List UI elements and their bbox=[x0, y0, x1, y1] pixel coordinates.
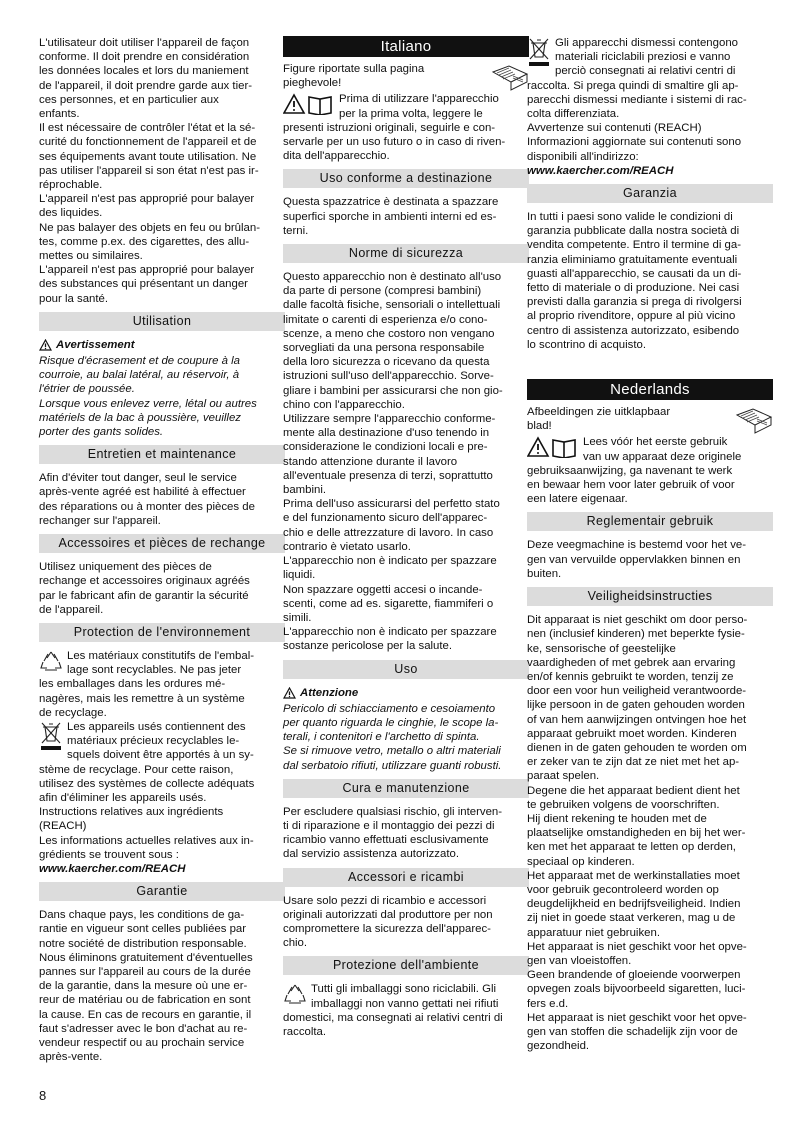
fr-garantie-text: Dans chaque pays, les conditions de ga- rantie en vigueur sont celles publiées par notre société de distribution responsable. Nous éliminons gratuitement d'éventuelles pannes sur l'appareil au cours de la durée de la garantie, dans la mesure où une er- reur de matériau ou de fabrication en sont la cause. En cas de recours en garantie, il faut s'adresser avec le bon d'achat au re- vendeur respectif ou au prochain service après-vente. bbox=[39, 909, 253, 1064]
it-intro bbox=[283, 92, 529, 163]
section-heading-garantie: Garantie bbox=[39, 882, 285, 901]
section-heading-environnement: Protection de l'environnement bbox=[39, 623, 285, 642]
it-garanzia-text: In tutti i paesi sono valide le condizioni di garanzia pubblicate dalla nostra società di vendita competente. Entro il termine di ga- ranzia eliminiamo gratuitamente eventuali guasti all'apparecchio, se causati da un di- fetto di materiale o di produzione. Nei casi previsti dalla garanzia si prega di rivolgersi al proprio rivenditore, oppure al più vicino centro di assistenza autorizzato, esibendo lo scontrino di acquisto. bbox=[527, 211, 742, 351]
nl-veiligheid-text: Dit apparaat is niet geschikt om door perso- nen (inclusief kinderen) met beperkte fysie- ke, sensorische of geestelijke vaardigheden of met gebrek aan ervaring en/of kennis gebruikt te worden, tenzij ze door een voor hun veiligheid verantwoorde- lijke persoon in de gaten gehouden worden of van hem aanwijzingen ontvingen hoe het apparaat gebruikt moet worden. Kinderen dienen in de gaten gehouden te worden om er zeker van te zijn dat ze niet met het ap- paraat spelen. Degene die het apparaat bedient dient het te gebruiken volgens de voorschriften. Hij dient rekening te houden met de plaatselijke omstandigheden en bij het wer- ken met het apparaat te letten op derden, speciaal op kinderen. Het apparaat met de werkinstallaties moet voor gebruik gecontroleerd worden op deugdelijkheid en bedrijfsveiligheid. Indien zij niet in goede staat verkeren, mag u de apparatuur niet gebruiken. Het apparaat is niet geschikt voor het opve- gen van vloeistoffen. Geen brandende of gloeiende voorwerpen opvegen zoals bijvoorbeeld sigaretten, luci- fers e.d. Het apparaat is niet geschikt voor het opve- gen van stoffen die schadelijk zijn voor de gezondheid. bbox=[527, 614, 748, 1053]
foldout-book-icon bbox=[735, 407, 773, 435]
it-sicurezza-text: Questo apparecchio non è destinato all'uso da parte di persone (compresi bambini) dalle facoltà fisiche, sensoriali o intellettuali limitate o carenti di esperienza e/o cono- scenze, a meno che costoro non vengano sorvegliati da una persona responsabile della loro sicurezza o ricevano da questa istruzioni sull'uso dell'apparecchio. Sorve- gliare i bambini per assicurarsi che non gio- chino con l'apparecchio. Utilizzare sempre l'apparecchio conforme- mente alla destinazione d'uso tenendo in considerazione le condizioni locali e pre- stando attenzione durante il lavoro all'eventuale presenza di terzi, soprattutto bambini. Prima dell'uso assicurarsi del perfetto stato e del funzionamento sicuro dell'apparec- chio e delle attrezzature di lavoro. In caso contrario è vietato usarlo. L'apparecchio non è indicato per spazzare liquidi. Non spazzare oggetti accesi o incande- scenti, come ad es. sigarette, fiammiferi o simili. L'apparecchio non è indicato per spazzare sostanze pericolose per la salute. bbox=[283, 271, 503, 653]
warning-manual-icon bbox=[283, 93, 335, 115]
fr-env-appliances bbox=[39, 720, 285, 862]
section-heading-sicurezza: Norme di sicurezza bbox=[283, 244, 529, 263]
fr-warning-title: Avertissement bbox=[56, 338, 135, 351]
recycling-icon bbox=[283, 983, 307, 1005]
language-heading-nederlands: Nederlands bbox=[527, 379, 773, 400]
section-heading-accessori: Accessori e ricambi bbox=[283, 868, 529, 887]
section-heading-uso: Uso bbox=[283, 660, 529, 679]
fr-env-appliances-text: Les appareils usés contiennent des matériaux précieux recyclables le- squels doivent être apportés à un sy- stème de recyclage. Pour cette raison, utilisez des systèmes de collecte adéquats afin d'éliminer les appareils usés. Instructions relatives aux ingrédients (REACH) Les informations actuelles relatives aux in- grédients se trouvent sous : bbox=[39, 720, 255, 861]
it-cura-text: Per escludere qualsiasi rischio, gli interven- ti di riparazione e il montaggio dei pezzi di ricambio vanno effettuati esclusivamente dal servizio assistenza autorizzato. bbox=[283, 805, 503, 861]
nl-figure-note bbox=[527, 405, 773, 433]
crossed-bin-icon bbox=[527, 37, 551, 67]
fr-env-packaging-text: Les matériaux constitutifs de l'embal- lage sont recyclables. Ne pas jeter les emballages dans les ordures mé- nagères, mais les remettre à un système de recyclage. bbox=[39, 649, 255, 719]
it-warning-title: Attenzione bbox=[300, 686, 359, 699]
section-heading-reglementair: Reglementair gebruik bbox=[527, 512, 773, 531]
it-figure-note bbox=[283, 62, 529, 90]
french-column bbox=[39, 36, 285, 1064]
section-heading-entretien: Entretien et maintenance bbox=[39, 445, 285, 464]
section-heading-utilisation: Utilisation bbox=[39, 312, 285, 331]
nl-intro-text: Lees vóór het eerste gebruik van uw apparaat deze originele gebruiksaanwijzing, ga navenant te werk en bewaar hem voor later gebruik of voor een latere eigenaar. bbox=[527, 436, 742, 506]
fr-accessoires-text: Utilisez uniquement des pièces de rechange et accessoires originaux agréés par le fabricant afin de garantir la sécurité de l'appareil. bbox=[39, 561, 250, 616]
fr-entretien-text: Afin d'éviter tout danger, seul le service après-vente agréé est habilité à effectuer des réparations ou à monter des pièces de rechanger sur l'appareil. bbox=[39, 472, 255, 527]
crossed-bin-icon bbox=[39, 721, 63, 751]
section-heading-garanzia: Garanzia bbox=[527, 184, 773, 203]
warning-manual-icon bbox=[527, 436, 579, 458]
foldout-book-icon bbox=[491, 64, 529, 92]
section-heading-ambiente: Protezione dell'ambiente bbox=[283, 956, 529, 975]
nl-intro bbox=[527, 435, 773, 506]
warning-triangle-icon bbox=[39, 339, 52, 351]
recycling-icon bbox=[39, 650, 63, 672]
fr-reach-link[interactable]: www.kaercher.com/REACH bbox=[39, 862, 186, 875]
it-accessori-text: Usare solo pezzi di ricambio e accessori originali autorizzati dal produttore per non compromettere la sicurezza dell'apparec- chio. bbox=[283, 894, 493, 950]
section-heading-accessoires: Accessoires et pièces de rechange bbox=[39, 534, 285, 553]
section-heading-cura: Cura e manutenzione bbox=[283, 779, 529, 798]
section-heading-veiligheid: Veiligheidsinstructies bbox=[527, 587, 773, 606]
warning-triangle-icon bbox=[283, 687, 296, 699]
fr-warning-heading bbox=[39, 338, 285, 352]
fr-intro-text: L'utilisateur doit utiliser l'appareil de façon conforme. Il doit prendre en considération les données locales et lors du maniement de l'appareil, il doit prendre garde aux tier- ces personnes, et en particulier aux enfants. Il est nécessaire de contrôler l'état et la sé- curité du fonctionnement de l'appareil et de ses équipements avant toute utilisation. Ne pas utiliser l'appareil si son état n'est pas ir- réprochable. L'appareil n'est pas approprié pour balayer des liquides. Ne pas balayer des objets en feu ou brûlan- tes, comme p.ex. des cigarettes, des allu- mettes ou similaires. L'appareil n'est pas approprié pour balayer des substances qui présentant un danger pour la santé. bbox=[39, 37, 260, 305]
section-heading-uso-conforme: Uso conforme a destinazione bbox=[283, 169, 529, 188]
third-column bbox=[527, 36, 773, 1053]
it-reach-link[interactable]: www.kaercher.com/REACH bbox=[527, 164, 674, 177]
nl-reglementair-text: Deze veegmachine is bestemd voor het ve- gen van vervuilde oppervlakken binnen en buiten. bbox=[527, 539, 747, 580]
it-warning-text: Pericolo di schiacciamento e cesoiamento per quanto riguarda le cinghie, le scope la- terali, i contenitori e l'archetto di spinta. Se si rimuove vetro, metallo o altri materiali dal serbatoio rifiuti, utilizzare guanti robusti. bbox=[283, 702, 502, 772]
it-intro-text: Prima di utilizzare l'apparecchio per la prima volta, leggere le presenti istruzioni originali, seguirle e con- servarle per un uso futuro o in caso di riven- dita dell'apparecchio. bbox=[283, 93, 506, 163]
fr-env-packaging bbox=[39, 649, 285, 720]
it-ambiente-appliances-text: Gli apparecchi dismessi contengono materiali riciclabili preziosi e vanno perciò consegnati ai relativi centri di raccolta. Si prega quindi di smaltire gli ap- parecchi dismessi mediante i sistemi di rac- colta differenziata. Avvertenze sui contenuti (REACH) Informazioni aggiornate sui contenuti sono disponibili all'indirizzo: bbox=[527, 37, 747, 163]
it-figure-text: Figure riportate sulla pagina pieghevole! bbox=[283, 63, 425, 90]
fr-warning-text: Risque d'écrasement et de coupure à la courroie, au balai latéral, au réservoir, à l'étrier de poussée. Lorsque vous enlevez verre, létal ou autres matériels de la bac à poussière, veuillez porter des gants solides. bbox=[39, 355, 257, 439]
language-heading-italiano: Italiano bbox=[283, 36, 529, 57]
it-ambiente-packaging bbox=[283, 982, 529, 1039]
page-number: 8 bbox=[39, 1088, 47, 1103]
nl-figure-text: Afbeeldingen zie uitklapbaar blad! bbox=[527, 406, 671, 433]
italian-column bbox=[283, 36, 529, 1039]
it-uso-conforme-text: Questa spazzatrice è destinata a spazzare superfici sporche in ambienti interni ed es- terni. bbox=[283, 196, 499, 237]
it-ambiente-appliances bbox=[527, 36, 773, 164]
it-ambiente-packaging-text: Tutti gli imballaggi sono riciclabili. Gli imballaggi non vanno gettati nei rifiuti domestici, ma consegnati ai relativi centri di raccolta. bbox=[283, 983, 503, 1038]
it-warning-heading bbox=[283, 686, 529, 700]
